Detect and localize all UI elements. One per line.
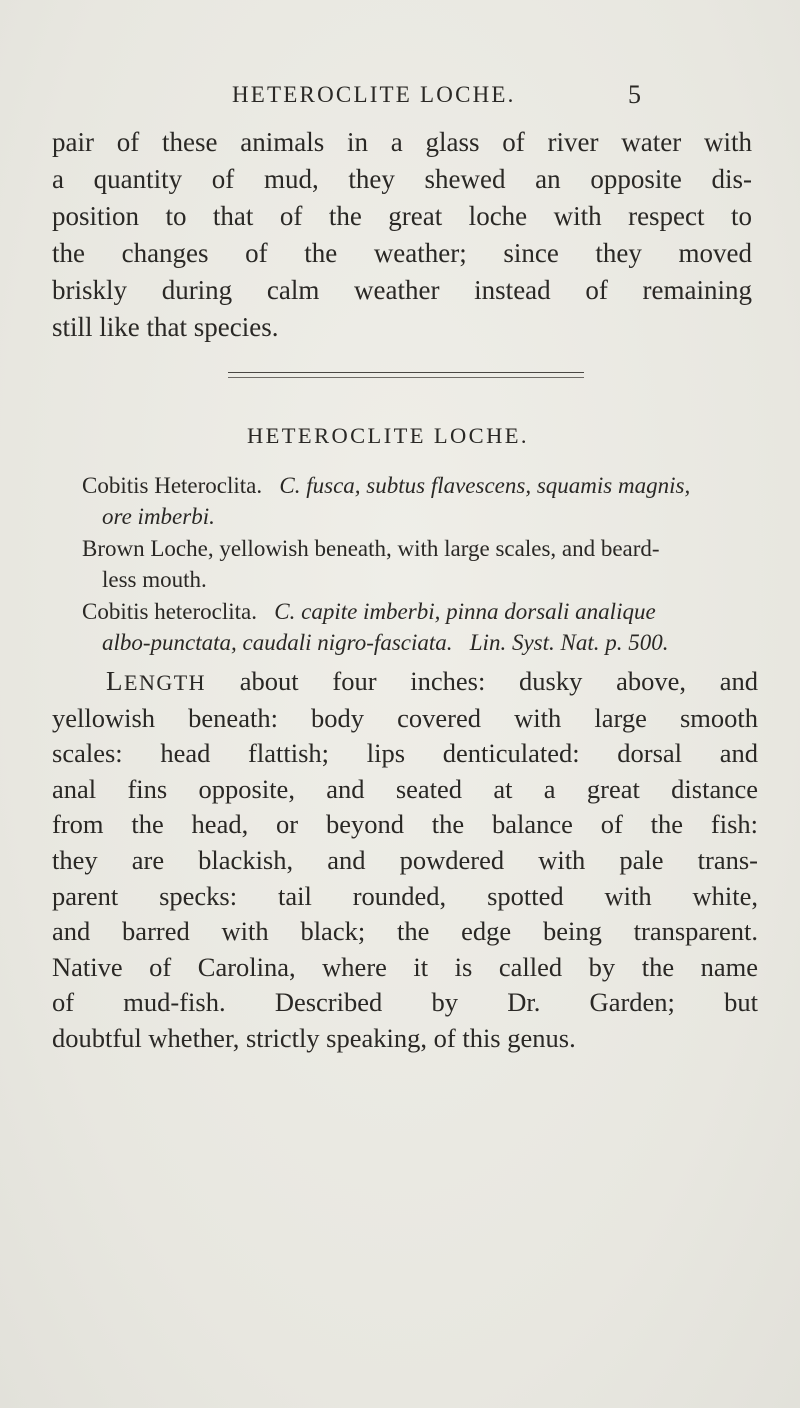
english-diagnosis: Brown Loche, yellowish beneath, with large scales, and beard- bbox=[82, 536, 660, 561]
text-line: they are blackish, and powdered with pale trans- bbox=[52, 844, 758, 875]
text-line: parent specks: tail rounded, spotted with white, bbox=[52, 880, 758, 911]
text-line: scales: head flattish; lips denticulated: dorsal and bbox=[52, 738, 758, 769]
text-line: Native of Carolina, where it is called by the name bbox=[52, 951, 758, 982]
synonym-entry-linnaean bbox=[52, 470, 756, 532]
species-name: Cobitis Heteroclita. bbox=[82, 473, 263, 498]
text-line: the changes of the weather; since they moved bbox=[52, 238, 752, 268]
section-divider bbox=[228, 372, 584, 373]
section-divider-thin bbox=[228, 377, 584, 378]
description-paragraph bbox=[52, 664, 758, 1057]
lead-small-caps: ENGTH bbox=[124, 670, 207, 695]
running-head bbox=[0, 82, 800, 122]
text-line: a quantity of mud, they shewed an opposite dis- bbox=[52, 164, 752, 194]
first-line-text: about four inches: dusky above, and bbox=[239, 666, 758, 696]
latin-diagnosis: C. fusca, subtus flavescens, squamis magnis, bbox=[279, 473, 691, 498]
text-line: doubtful whether, strictly speaking, of this genus. bbox=[52, 1022, 576, 1053]
species-name: Cobitis heteroclita. bbox=[82, 599, 258, 624]
synonym-entry-citation bbox=[52, 596, 756, 658]
lead-capital: L bbox=[106, 666, 124, 696]
page-number: 5 bbox=[628, 80, 641, 109]
latin-diagnosis-continued: ore imberbi. bbox=[102, 504, 215, 529]
section-title: HETEROCLITE LOCHE. bbox=[247, 423, 529, 448]
text-line: position to that of the great loche with respect to bbox=[52, 201, 752, 231]
text-line bbox=[52, 664, 758, 701]
english-diagnosis-continued: less mouth. bbox=[102, 567, 207, 592]
text-line: and barred with black; the edge being transparent. bbox=[52, 916, 758, 947]
text-line: of mud-fish. Described by Dr. Garden; but bbox=[52, 987, 758, 1018]
text-line: yellowish beneath: body covered with large smooth bbox=[52, 702, 758, 733]
text-line: anal fins opposite, and seated at a great distance bbox=[52, 773, 758, 804]
synonym-entry-english bbox=[52, 533, 756, 595]
latin-diagnosis-continued: albo-punctata, caudali nigro-fasciata. bbox=[102, 630, 453, 655]
text-line: still like that species. bbox=[52, 312, 279, 342]
running-title: HETEROCLITE LOCHE. bbox=[232, 82, 516, 107]
latin-diagnosis: C. capite imberbi, pinna dorsali analique bbox=[274, 599, 656, 624]
text-line: from the head, or beyond the balance of the fish: bbox=[52, 809, 758, 840]
intro-paragraph bbox=[52, 124, 752, 346]
text-line: briskly during calm weather instead of remaining bbox=[52, 275, 752, 305]
text-line: pair of these animals in a glass of river water with bbox=[52, 127, 752, 157]
citation: Lin. Syst. Nat. p. 500. bbox=[469, 630, 669, 655]
